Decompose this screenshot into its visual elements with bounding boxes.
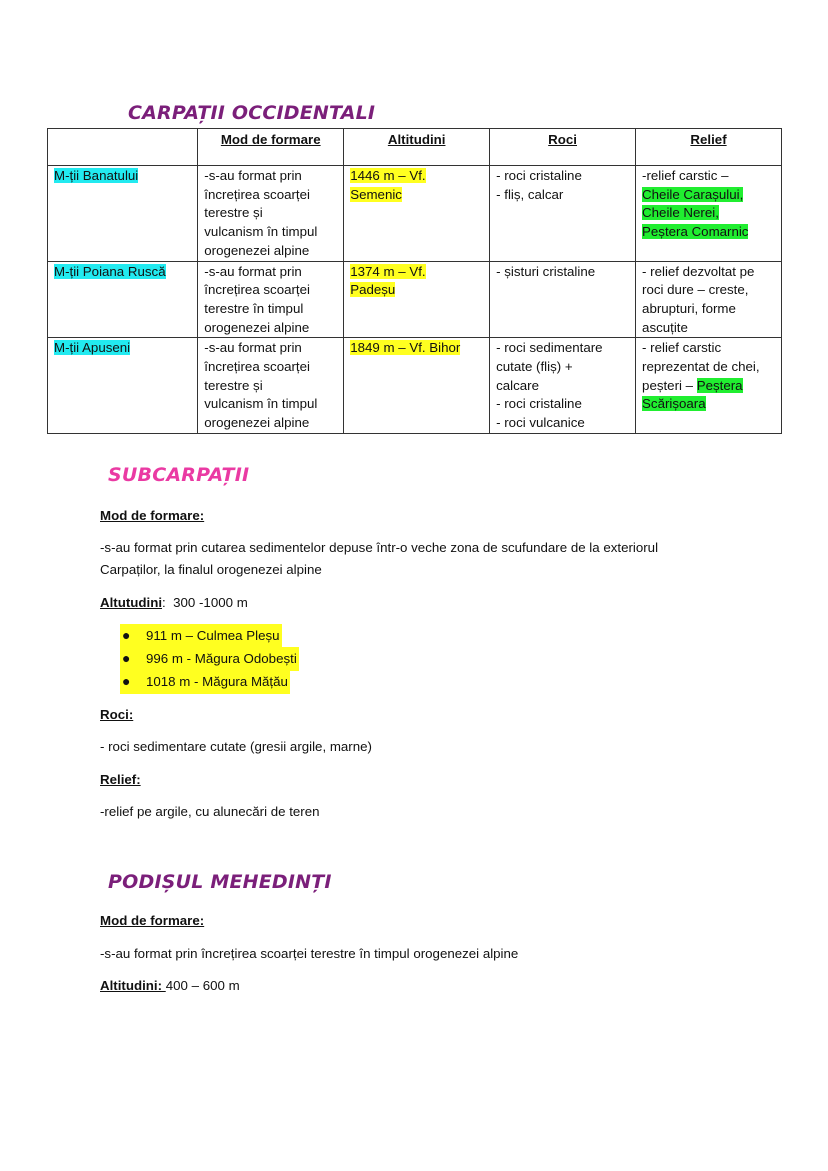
cell-relief bbox=[636, 166, 782, 262]
carpati-table bbox=[47, 128, 782, 434]
cell-name bbox=[48, 338, 198, 434]
text-line: orogenezei alpine bbox=[204, 319, 310, 335]
text-line: ascuțite bbox=[642, 319, 688, 335]
cell-formare bbox=[198, 166, 344, 262]
cell-altitudine bbox=[344, 166, 490, 262]
list-item bbox=[120, 670, 299, 693]
peak-text: 911 m – Culmea Pleșu bbox=[146, 628, 280, 643]
bullet-icon: ● bbox=[122, 673, 131, 689]
text-line: -s-au format prin bbox=[204, 340, 302, 356]
mountain-name: M-ții Poiana Ruscă bbox=[54, 263, 166, 279]
altitude-value: 1849 m – Vf. Bihor bbox=[350, 340, 461, 356]
label-relief: Relief: bbox=[100, 772, 141, 787]
text-line: orogenezei alpine bbox=[204, 415, 310, 431]
table-row bbox=[48, 338, 782, 434]
text-line: -s-au format prin bbox=[204, 168, 302, 183]
section-title-carpati: CARPAȚII OCCIDENTALI bbox=[128, 102, 376, 124]
highlight-text: Cheile Carașului, bbox=[642, 186, 744, 202]
text-line: încrețirea scoarței bbox=[204, 282, 310, 298]
header-roci: Roci bbox=[490, 129, 636, 166]
header-relief: Relief bbox=[636, 129, 782, 166]
section-title-subcarpati: SUBCARPAȚII bbox=[108, 464, 250, 486]
text-line: vulcanism în timpul bbox=[204, 224, 318, 240]
text-line: cutate (fliș) + bbox=[496, 359, 573, 375]
text-line: - relief dezvoltat pe bbox=[642, 263, 755, 279]
roci-text: - roci sedimentare cutate (gresii argile, marne) bbox=[100, 739, 372, 754]
cell-formare bbox=[198, 338, 344, 434]
table-row bbox=[48, 166, 782, 262]
text-line: peșteri – bbox=[642, 377, 697, 393]
cell-name bbox=[48, 261, 198, 338]
cell-formare bbox=[198, 261, 344, 338]
peak-text: 996 m - Măgura Odobești bbox=[146, 651, 297, 666]
altitude-value: 1374 m – Vf. bbox=[350, 263, 426, 279]
text-line: - roci vulcanice bbox=[496, 415, 585, 431]
cell-relief bbox=[636, 338, 782, 434]
bullet-icon: ● bbox=[122, 650, 131, 666]
cell-altitudine bbox=[344, 338, 490, 434]
text-line: abrupturi, forme bbox=[642, 300, 736, 316]
text-line: - roci cristaline bbox=[496, 396, 582, 412]
section-title-mehedinti: PODIȘUL MEHEDINȚI bbox=[108, 871, 332, 893]
cell-name bbox=[48, 166, 198, 262]
cell-roci bbox=[490, 338, 636, 434]
highlight-text: Peștera bbox=[696, 377, 743, 393]
mountain-name: M-ții Apuseni bbox=[54, 340, 131, 356]
text-line: - fliș, calcar bbox=[496, 186, 564, 202]
header-mod-formare: Mod de formare bbox=[198, 129, 344, 166]
altitudini-value: 400 – 600 m bbox=[165, 978, 240, 993]
highlight-text: Cheile Nerei, bbox=[642, 205, 719, 221]
label-roci: Roci: bbox=[100, 707, 134, 722]
text-line: -relief carstic – bbox=[642, 168, 729, 183]
altitudini-value: : 300 -1000 m bbox=[162, 595, 248, 610]
label-altitudini: Altitudini: bbox=[100, 978, 166, 993]
label-mod-formare: Mod de formare: bbox=[100, 508, 205, 523]
text-line: - roci cristaline bbox=[496, 168, 582, 183]
table-header-row bbox=[48, 129, 782, 166]
text-line: terestre în timpul bbox=[204, 300, 304, 316]
text-line: terestre și bbox=[204, 377, 263, 393]
peak-text: 1018 m - Măgura Mățău bbox=[146, 674, 288, 689]
text-line: roci dure – creste, bbox=[642, 282, 749, 298]
text-line: terestre și bbox=[204, 205, 263, 221]
text-line: încrețirea scoarței bbox=[204, 359, 310, 375]
text-line: orogenezei alpine bbox=[204, 242, 310, 258]
table-row bbox=[48, 261, 782, 338]
list-item bbox=[120, 647, 299, 670]
text-line: - relief carstic bbox=[642, 340, 722, 356]
label-mod-formare: Mod de formare: bbox=[100, 913, 205, 928]
altitude-peak: Semenic bbox=[350, 186, 402, 202]
header-empty bbox=[48, 129, 198, 166]
text-line: -s-au format prin bbox=[204, 263, 302, 279]
list-item bbox=[120, 624, 299, 647]
relief-text: -relief pe argile, cu alunecări de teren bbox=[100, 804, 320, 819]
formare-text-line: -s-au format prin cutarea sedimentelor depuse într-o veche zona de scufundare de la exteriorul bbox=[100, 540, 659, 555]
cell-roci bbox=[490, 166, 636, 262]
text-line: - roci sedimentare bbox=[496, 340, 603, 356]
label-altitudini: Altutudini bbox=[100, 595, 163, 610]
highlight-text: Peștera Comarnic bbox=[642, 224, 749, 240]
formare-text: -s-au format prin încrețirea scoarței terestre în timpul orogenezei alpine bbox=[100, 946, 519, 961]
cell-roci bbox=[490, 261, 636, 338]
text-line: încrețirea scoarței bbox=[204, 186, 310, 202]
cell-relief bbox=[636, 261, 782, 338]
altitudini-line bbox=[100, 592, 248, 613]
bullet-icon: ● bbox=[122, 627, 131, 643]
altitude-peak: Padeșu bbox=[350, 282, 396, 298]
peaks-list bbox=[120, 624, 299, 693]
formare-text-line: Carpaților, la finalul orogenezei alpine bbox=[100, 562, 322, 577]
mountain-name: M-ții Banatului bbox=[54, 168, 139, 183]
text-line: - șisturi cristaline bbox=[496, 263, 596, 279]
altitude-value: 1446 m – Vf. bbox=[350, 168, 426, 183]
text-line: vulcanism în timpul bbox=[204, 396, 318, 412]
altitudini-line bbox=[100, 975, 240, 996]
text-line: calcare bbox=[496, 377, 539, 393]
text-line: reprezentat de chei, bbox=[642, 359, 760, 375]
cell-altitudine bbox=[344, 261, 490, 338]
highlight-text: Scărișoara bbox=[642, 396, 706, 412]
header-altitudini: Altitudini bbox=[344, 129, 490, 166]
